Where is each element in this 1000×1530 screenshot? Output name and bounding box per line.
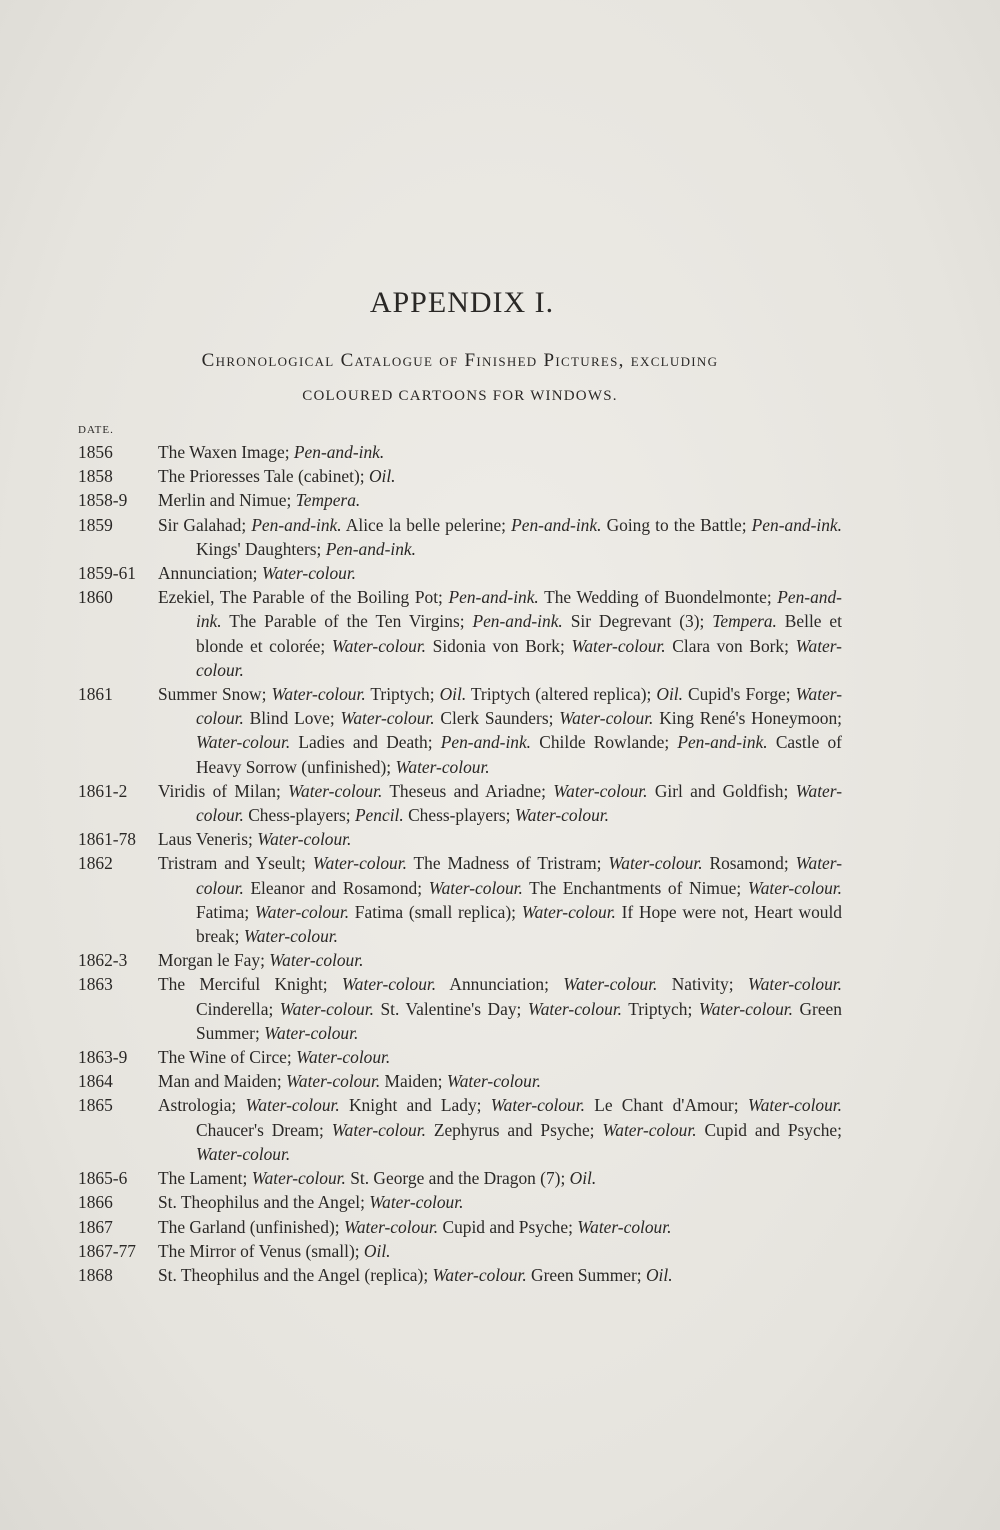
work-medium: Water-colour. <box>369 1192 464 1213</box>
work-title: St. George and the Dragon (7) <box>350 1168 561 1189</box>
work-title: Laus Veneris <box>158 829 248 850</box>
entry-date: 1865 <box>78 1095 113 1116</box>
entry-date: 1863 <box>78 974 113 995</box>
work-medium: Oil. <box>363 1240 391 1261</box>
work-title: The Wedding of Buondelmonte <box>544 587 767 608</box>
work-medium: Pen-and-ink. <box>196 587 842 632</box>
work-medium: Water-colour. <box>577 1216 672 1237</box>
work-title: Alice la belle pelerine <box>345 514 502 535</box>
work-medium: Water-colour. <box>196 635 842 680</box>
entry-date: 1864 <box>78 1071 113 1092</box>
entry-works: St. Theophilus and the Angel (replica); Water-colour. Green Summer; Oil. <box>158 1264 673 1285</box>
entry-works: The Wine of Circe; Water-colour. <box>158 1047 391 1068</box>
catalogue-entry <box>78 1190 842 1214</box>
work-title: Sir Degrevant (3) <box>570 611 700 632</box>
work-title: Merlin and Nimue <box>158 490 287 511</box>
work-medium: Pen-and-ink. <box>440 732 532 753</box>
entry-date: 1860 <box>78 587 113 608</box>
work-medium: Pencil. <box>354 805 404 826</box>
work-medium: Water-colour. <box>608 853 703 874</box>
work-title: Cinderella <box>196 998 269 1019</box>
work-title: Maiden <box>384 1071 438 1092</box>
work-title: Ladies and Death <box>298 732 428 753</box>
work-title: Childe Rowlande <box>539 732 665 753</box>
work-title: Cupid and Psyche <box>442 1216 569 1237</box>
work-medium: Pen-and-ink. <box>251 514 342 535</box>
catalogue-entry <box>78 561 842 585</box>
entry-works: Laus Veneris; Water-colour. <box>158 829 352 850</box>
work-title: Viridis of Milan <box>158 780 276 801</box>
work-title: If Hope were not, Heart would break <box>196 901 842 947</box>
catalogue-heading: Chronological Catalogue of Finished Pictures, excluding <box>201 350 719 371</box>
work-medium: Water-colour. <box>196 780 842 826</box>
work-title: Chess-players <box>408 805 506 826</box>
work-title: Summer Snow <box>158 684 262 705</box>
entry-date: 1861-2 <box>78 780 128 801</box>
work-medium: Water-colour. <box>553 780 648 801</box>
work-medium: Water-colour. <box>747 877 842 898</box>
work-medium: Water-colour. <box>521 901 616 922</box>
work-medium: Oil. <box>368 466 396 487</box>
work-medium: Water-colour. <box>196 732 291 753</box>
work-title: Girl and Goldfish <box>654 780 784 801</box>
entry-works: The Prioresses Tale (cabinet); Oil. <box>158 466 396 487</box>
work-medium: Water-colour. <box>428 877 523 898</box>
work-medium: Water-colour. <box>747 974 842 995</box>
entry-date: 1868 <box>78 1264 113 1285</box>
entry-works: Viridis of Milan; Water-colour. Theseus and Ariadne; Water-colour. Girl and Goldfish; Water-colour. Chess-players; Pencil. Chess-players; Water-colour. <box>158 780 842 826</box>
work-medium: Water-colour. <box>747 1095 842 1116</box>
catalogue-subheading: COLOURED CARTOONS FOR WINDOWS. <box>302 388 618 404</box>
work-title: Chaucer's Dream <box>196 1119 320 1140</box>
work-medium: Water-colour. <box>196 853 842 898</box>
work-medium: Water-colour. <box>312 853 407 874</box>
work-medium: Pen-and-ink. <box>472 611 563 632</box>
work-title: Zephyrus and Psyche <box>433 1119 590 1140</box>
catalogue-entry <box>78 972 842 1045</box>
entry-date: 1859-61 <box>78 563 136 584</box>
work-title: St. Theophilus and the Angel (replica) <box>158 1264 424 1285</box>
entry-date: 1865-6 <box>78 1168 128 1189</box>
work-title: Man and Maiden <box>158 1071 277 1092</box>
work-medium: Water-colour. <box>257 829 352 850</box>
entry-date: 1858 <box>78 466 113 487</box>
work-title: Rosamond <box>709 853 784 874</box>
work-title: The Merciful Knight <box>158 974 323 995</box>
work-title: Cupid and Psyche <box>704 1119 838 1140</box>
work-medium: Water-colour. <box>571 635 666 656</box>
work-medium: Water-colour. <box>559 708 654 729</box>
work-medium: Water-colour. <box>527 998 623 1019</box>
work-medium: Water-colour. <box>446 1071 542 1092</box>
work-medium: Pen-and-ink. <box>448 587 539 608</box>
work-title: Triptych (altered replica) <box>470 684 647 705</box>
work-title: Blind Love <box>249 708 330 729</box>
catalogue-entry <box>78 948 842 972</box>
entry-works: The Lament; Water-colour. St. George and the Dragon (7); Oil. <box>158 1168 597 1189</box>
work-title: Clerk Saunders <box>440 708 549 729</box>
work-title: Kings' Daughters <box>196 538 317 559</box>
work-medium: Oil. <box>656 684 683 705</box>
entry-works: Morgan le Fay; Water-colour. <box>158 950 364 971</box>
work-title: Clara von Bork <box>672 635 785 656</box>
work-medium: Pen-and-ink. <box>751 514 842 535</box>
entry-date: 1867-77 <box>78 1240 136 1261</box>
work-medium: Oil. <box>439 684 467 705</box>
work-medium: Oil. <box>645 1264 673 1285</box>
work-medium: Oil. <box>569 1168 597 1189</box>
work-medium: Water-colour. <box>286 1071 381 1092</box>
work-title: Fatima (small replica) <box>354 901 512 922</box>
catalogue-entry <box>78 513 842 561</box>
catalogue-entry <box>78 1093 842 1166</box>
work-title: Theseus and Ariadne <box>389 780 542 801</box>
work-medium: Water-colour. <box>245 1095 340 1116</box>
work-title: The Garland (unfinished) <box>158 1216 335 1237</box>
work-medium: Water-colour. <box>288 780 383 801</box>
work-medium: Water-colour. <box>602 1119 697 1140</box>
work-medium: Tempera. <box>295 490 361 511</box>
work-title: Eleanor and Rosamond <box>250 877 418 898</box>
catalogue-entry <box>78 464 842 488</box>
work-medium: Water-colour. <box>269 950 364 971</box>
catalogue-entry <box>78 440 842 464</box>
work-medium: Water-colour. <box>514 805 609 826</box>
work-medium: Water-colour. <box>196 1143 291 1164</box>
work-medium: Water-colour. <box>264 1022 359 1043</box>
work-title: Ezekiel, The Parable of the Boiling Pot <box>158 587 439 608</box>
work-title: The Lament <box>158 1168 243 1189</box>
entry-works: Man and Maiden; Water-colour. Maiden; Water-colour. <box>158 1071 542 1092</box>
work-title: King René's Honeymoon <box>659 708 838 729</box>
work-title: The Waxen Image <box>158 442 285 462</box>
work-title: St. Valentine's Day <box>380 998 517 1019</box>
work-title: Nativity <box>671 974 729 995</box>
work-title: Triptych <box>370 684 430 705</box>
entry-works: Summer Snow; Water-colour. Triptych; Oil. Triptych (altered replica); Oil. Cupid's Forge; Water-colour. Blind Love; Water-colour. Clerk Saunders; Water-colour. King René's Honeymoon; Water-colour. Ladies and Death; Pen-and-ink. Childe Rowlande; Pen-and-ink. Castle of Heavy Sorrow (unfinished); Water-colour. <box>158 684 843 777</box>
work-title: Tristram and Yseult <box>158 853 301 874</box>
entry-date: 1861-78 <box>78 829 136 850</box>
catalogue-list <box>78 440 842 1287</box>
work-medium: Water-colour. <box>331 635 427 656</box>
work-title: Sir Galahad <box>158 514 242 535</box>
work-medium: Water-colour. <box>341 974 437 995</box>
work-medium: Water-colour. <box>343 1216 439 1237</box>
entry-works: The Merciful Knight; Water-colour. Annunciation; Water-colour. Nativity; Water-colour. Cinderella; Water-colour. St. Valentine's Day; Water-colour. Triptych; Water-colour. Green Summer; Water-colour. <box>158 974 842 1043</box>
work-medium: Water-colour. <box>196 684 843 729</box>
entry-date: 1862 <box>78 853 113 874</box>
catalogue-entry <box>78 1069 842 1093</box>
work-title: Annunciation <box>158 563 253 584</box>
work-medium: Pen-and-ink. <box>511 514 602 535</box>
entry-date: 1863-9 <box>78 1047 128 1068</box>
work-title: Chess-players <box>248 805 346 826</box>
work-title: The Wine of Circe <box>158 1047 287 1068</box>
work-medium: Pen-and-ink. <box>325 538 417 559</box>
entry-works: Ezekiel, The Parable of the Boiling Pot; Pen-and-ink. The Wedding of Buondelmonte; Pen-and-ink. The Parable of the Ten Virgins; Pen-and-ink. Sir Degrevant (3); Tempera. Belle et blonde et colorée; Water-colour. Sidonia von Bork; Water-colour. Clara von Bork; Water-colour. <box>158 587 842 680</box>
entry-works: Merlin and Nimue; Tempera. <box>158 490 361 511</box>
work-medium: Pen-and-ink. <box>677 732 768 753</box>
work-medium: Water-colour. <box>261 563 357 584</box>
work-title: The Parable of the Ten Virgins <box>229 611 460 632</box>
work-title: Castle of Heavy Sorrow (unfinished) <box>196 732 842 777</box>
catalogue-entry <box>78 827 842 851</box>
work-title: Cupid's Forge <box>688 684 786 705</box>
entry-works: The Waxen Image; Pen-and-ink. <box>158 442 385 462</box>
work-title: The Enchantments of Nimue <box>529 877 737 898</box>
entry-works: Astrologia; Water-colour. Knight and Lady; Water-colour. Le Chant d'Amour; Water-colour. Chaucer's Dream; Water-colour. Zephyrus and Psyche; Water-colour. Cupid and Psyche; Water-colour. <box>158 1095 842 1164</box>
entry-date: 1856 <box>78 442 113 462</box>
work-title: The Mirror of Venus (small) <box>158 1240 355 1261</box>
work-medium: Water-colour. <box>254 901 350 922</box>
catalogue-entry <box>78 585 842 682</box>
entry-date: 1861 <box>78 684 113 705</box>
work-medium: Water-colour. <box>279 998 374 1019</box>
work-medium: Water-colour. <box>395 756 490 777</box>
page-title: APPENDIX I. <box>369 286 555 319</box>
work-title: St. Theophilus and the Angel <box>158 1192 361 1213</box>
work-title: Belle et blonde et colorée <box>196 611 842 656</box>
work-medium: Water-colour. <box>563 974 658 995</box>
work-medium: Water-colour. <box>340 708 435 729</box>
work-medium: Tempera. <box>712 611 777 632</box>
work-title: Green Summer <box>531 1264 637 1285</box>
entry-date: 1867 <box>78 1216 113 1237</box>
work-medium: Water-colour. <box>331 1119 426 1140</box>
work-title: Sidonia von Bork <box>432 635 560 656</box>
entry-works: Tristram and Yseult; Water-colour. The Madness of Tristram; Water-colour. Rosamond; Water-colour. Eleanor and Rosamond; Water-colour. The Enchantments of Nimue; Water-colour. Fatima; Water-colour. Fatima (small replica); Water-colour. If Hope were not, Heart would break; Water-colour. <box>158 853 842 947</box>
work-title: Knight and Lady <box>348 1095 477 1116</box>
work-title: Going to the Battle <box>606 514 742 535</box>
work-medium: Water-colour. <box>243 926 338 947</box>
entry-works: The Mirror of Venus (small); Oil. <box>158 1240 391 1261</box>
work-title: Le Chant d'Amour <box>594 1095 734 1116</box>
entry-works: St. Theophilus and the Angel; Water-colour. <box>158 1192 464 1213</box>
catalogue-entry <box>78 1263 842 1287</box>
work-title: Annunciation <box>449 974 545 995</box>
entry-date: 1866 <box>78 1192 113 1213</box>
work-title: Fatima <box>196 901 245 922</box>
catalogue-entry <box>78 779 842 827</box>
work-medium: Water-colour. <box>432 1264 527 1285</box>
catalogue-entry <box>78 1239 842 1263</box>
work-medium: Water-colour. <box>296 1047 391 1068</box>
work-title: Astrologia <box>158 1095 232 1116</box>
catalogue-entry <box>78 488 842 512</box>
work-medium: Pen-and-ink. <box>293 442 385 462</box>
work-medium: Water-colour. <box>271 684 366 705</box>
work-title: Green Summer <box>196 998 842 1043</box>
entry-date: 1859 <box>78 514 113 535</box>
entry-date: 1858-9 <box>78 490 128 511</box>
entry-works: Sir Galahad; Pen-and-ink. Alice la belle pelerine; Pen-and-ink. Going to the Battle; Pen-and-ink. Kings' Daughters; Pen-and-ink. <box>158 514 842 559</box>
work-title: Triptych <box>628 998 688 1019</box>
catalogue-entry <box>78 1166 842 1190</box>
work-medium: Water-colour. <box>251 1168 346 1189</box>
work-medium: Water-colour. <box>490 1095 585 1116</box>
entry-works: The Garland (unfinished); Water-colour. Cupid and Psyche; Water-colour. <box>158 1216 672 1237</box>
catalogue-entry <box>78 1045 842 1069</box>
catalogue-entry <box>78 682 842 779</box>
work-title: Morgan le Fay <box>158 950 261 971</box>
date-column-heading: DATE. <box>78 424 114 436</box>
work-title: The Madness of Tristram <box>413 853 597 874</box>
work-title: The Prioresses Tale (cabinet) <box>158 466 360 487</box>
entry-works: Annunciation; Water-colour. <box>158 563 357 584</box>
entry-date: 1862-3 <box>78 950 128 971</box>
catalogue-entry <box>78 1215 842 1239</box>
catalogue-entry <box>78 851 842 948</box>
work-medium: Water-colour. <box>698 998 793 1019</box>
